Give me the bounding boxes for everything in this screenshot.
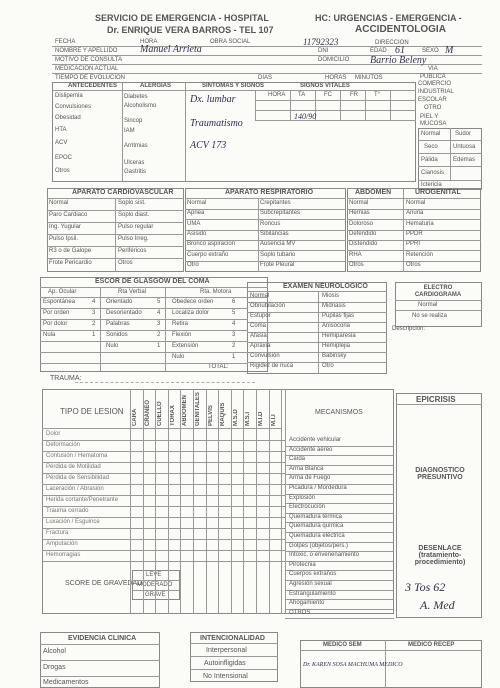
medico-sem: MEDICO SEM [323, 642, 362, 648]
lesion-row: Contusión / Hematoma [46, 453, 108, 459]
row-line [42, 517, 285, 518]
neuro-left: Rigidez de nuca [250, 363, 294, 369]
glasgow-motora-score: 6 [232, 299, 236, 305]
mecanismos-title: MECANISMOS [315, 409, 363, 416]
nombre-label: NOMBRE Y APELLIDO [55, 48, 118, 54]
neuro-right: Babinsky [322, 353, 347, 359]
row-line [42, 528, 285, 529]
glasgow-motora-score: 2 [232, 343, 236, 349]
piel-4: Pálida [421, 157, 438, 163]
lesion-row: Fractura [46, 530, 69, 536]
mecanismo-item: Estrangulamiento [289, 590, 336, 597]
abdomen-title: ABDOMEN [355, 189, 392, 196]
neuro-right: Hemiparesia [322, 333, 356, 339]
glasgow-title: ESCOR DE GLASGOW DEL COMA [95, 278, 210, 285]
neuro-left: Estupor [250, 313, 271, 319]
resp-item: Frote Pleural [260, 261, 295, 268]
ant-mid-3: IAM [124, 128, 135, 134]
epicrisis-title: EPICRISIS [416, 395, 456, 404]
glasgow-col-1: Rta Verbal [118, 289, 147, 295]
motivo-label: MOTIVO DE CONSULTA [55, 57, 123, 63]
resp-item: Normal [187, 200, 207, 206]
resp-item: Cuerpo extraño [187, 251, 229, 258]
resp-title: APARATO RESPIRATORIO [225, 189, 314, 196]
neuro-left: Normal [250, 293, 270, 299]
resp-item: Otro [187, 261, 199, 268]
cardio-item: Normal [49, 200, 69, 206]
hw-sexo: M [445, 45, 454, 56]
alergias-title: ALERGIAS [140, 83, 172, 89]
service-title: SERVICIO DE EMERGENCIA - HOSPITAL [95, 13, 269, 23]
glasgow-col-0: Ap. Ocular [48, 289, 77, 295]
neuro-left: Apraxia [250, 343, 271, 349]
row-line [47, 258, 184, 259]
sintomas-title: SINTOMAS Y SIGNOS [202, 83, 265, 89]
abdomen-item: Hernias [349, 210, 370, 217]
row-line [247, 322, 387, 323]
lesion-col: M.S.D [232, 409, 239, 426]
mecanismo-item: Caída [289, 456, 306, 463]
mecanismo-item: Arma Blanca [289, 465, 324, 472]
ant-mid-2: Sincop [124, 118, 143, 124]
col-line [143, 389, 144, 614]
lesion-row: Herida cortante/Penetrante [46, 497, 119, 503]
row-line [42, 506, 285, 507]
glasgow-ocular-score: 4 [92, 299, 96, 305]
obra-social-label: OBRA SOCIAL [210, 39, 251, 45]
trauma-label: TRAUMA: [50, 375, 82, 382]
gravedad-title: SCORE DE GRAVEDAD [65, 580, 143, 587]
ant-row-5: EPOC [55, 155, 73, 161]
row-line [42, 550, 285, 551]
ant-row-4: ACV [55, 140, 68, 146]
resp-item: Bronco aspiracion [187, 241, 236, 248]
grav-moderado: MODERADO [137, 582, 173, 588]
glasgow-motora-score: 5 [232, 310, 236, 316]
via-label: VIA [428, 66, 438, 72]
row-line [40, 330, 248, 331]
resp-item: Ausencia MV [260, 241, 296, 248]
resp-item: UMA [187, 220, 201, 227]
vital-hora: HORA [268, 92, 286, 98]
neuro-right: Pupilas fijas [322, 313, 355, 319]
cardio-item: Pulso regular [118, 224, 154, 230]
hw-sint3: ACV 173 [190, 140, 227, 151]
cardio-item: Soplo diast. [118, 212, 150, 218]
comercio-label: COMERCIO [418, 81, 451, 87]
cardio-item: Frote Pericardio [49, 260, 92, 266]
ant-mid-5: Ulceras [124, 160, 145, 166]
hw-name: Manuel Arrieta [140, 44, 202, 55]
row-line [47, 222, 184, 223]
lesion-row: Laceración / Abrasión [46, 486, 104, 492]
piel-1: Sudor [455, 131, 472, 137]
intenc-1: Autoinfligidas [204, 660, 246, 667]
abdomen-item: Otros [349, 261, 364, 268]
glasgow-ocular-score: 1 [92, 332, 96, 338]
glasgow-ocular: Nula [43, 332, 56, 338]
neuro-left: Convulsión [250, 353, 280, 359]
row-line [42, 462, 285, 463]
industria-label: INDUSTRIAL [418, 89, 454, 95]
hw-domicilio: Barrio Beleny [370, 55, 427, 66]
glasgow-verbal-score: 4 [157, 310, 161, 316]
intenc-2: No Intensional [203, 673, 248, 680]
fecha-label: FECHA [55, 39, 76, 45]
piel-5: Edemas [453, 157, 476, 163]
glasgow-verbal-score: 5 [157, 299, 161, 305]
ant-row-1: Convulsiones [55, 104, 92, 110]
resp-item: Sibilancias [260, 230, 289, 237]
row-line [40, 352, 248, 353]
cardio-item: Periféricos [118, 248, 147, 254]
uro-item: Normal [406, 200, 426, 206]
resp-item: Roncus [260, 220, 281, 227]
row-line [42, 484, 285, 485]
neuro-right: Miosis [322, 293, 340, 299]
ant-mid-0: Diabetes [124, 94, 148, 100]
ant-mid-1: Alcoholismo [124, 103, 157, 109]
evid-1: Drogas [43, 664, 66, 671]
hora-label: HORA [140, 39, 158, 45]
lesion-col: ABDOMEN [182, 395, 189, 426]
ant-mid-4: Arritmias [124, 143, 148, 149]
hc-title: HC: URGENCIAS - EMERGENCIA - [315, 13, 462, 23]
mecanismo-item: Arma de Fuego [289, 475, 331, 482]
glasgow-motora: Retira [172, 321, 189, 327]
glasgow-verbal: Palabras [106, 321, 130, 327]
cardio-item: Ing. Yugular [49, 224, 81, 230]
row-line [40, 363, 248, 364]
mecanismo-item: Picadura / Mordedura [289, 485, 347, 491]
row-line [285, 618, 394, 619]
tiempo-label: TIEMPO DE EVOLUCION [55, 75, 126, 81]
abdomen-item: RHA [349, 251, 362, 258]
otro-label: OTRO [424, 105, 442, 111]
row-line [42, 495, 285, 496]
abdomen-item: Doloroso [349, 220, 374, 227]
cardio-title: APARATO CARDIOVASCULAR [72, 189, 174, 196]
row-line [42, 451, 285, 452]
lesion-col: TORAX [169, 405, 176, 426]
row-line [42, 473, 285, 474]
lesion-col: GENITALES [195, 392, 201, 426]
glasgow-motora: Flexión [172, 332, 192, 338]
col-line [231, 389, 232, 614]
col-line [269, 389, 270, 614]
glasgow-verbal: Sonidos [106, 332, 128, 338]
evidencia-title: EVIDENCIA CLINICA [68, 635, 137, 642]
cardio-item: Soplo sist. [118, 200, 146, 206]
diag-title: DIAGNOSTICO PRESUNTIVO [415, 467, 465, 481]
cardio-item: R3 o de Galope [49, 248, 92, 254]
glasgow-motora-score: 4 [232, 321, 236, 327]
mecanismo-item: Electrocución [289, 504, 326, 511]
lesion-row: Luxación / Esguince [46, 519, 100, 525]
glasgow-motora: Obedece orden [172, 299, 214, 305]
col-line [193, 389, 194, 614]
piel-label: PIEL Y MUCOSA [420, 114, 447, 127]
ant-row-2: Obesidad [55, 115, 81, 121]
lesion-col: CUELLO [157, 401, 164, 426]
uro-item: Retención [406, 251, 434, 258]
publica-label: PUBLICA [420, 74, 446, 80]
mecanismo-item: Quemadura térmica [289, 513, 343, 520]
neuro-left: Obnubilación [250, 303, 286, 309]
piel-0: Normal [421, 131, 441, 137]
glasgow-verbal: Desorientado [106, 310, 142, 316]
direccion-label: DIRECCION [375, 40, 409, 46]
ant-mid-6: Gastritis [124, 169, 147, 175]
col-line [130, 389, 131, 614]
row-line [40, 341, 248, 342]
resp-item: Soplo tubario [260, 251, 296, 258]
hw-sint1: Dx. lumbar [190, 94, 236, 105]
resp-item: Apnea [187, 210, 205, 217]
mecanismo-item: Accidente aéreo [289, 446, 333, 453]
minutos-label: MINUTOS [355, 75, 383, 81]
electro-no: No se realiza [412, 313, 448, 319]
horas-label: HORAS [325, 75, 347, 81]
uro-title: UROGENITAL [415, 189, 461, 196]
director-title: Dr. ENRIQUE VERA BARROS - TEL 107 [107, 25, 274, 35]
evid-0: Alcohol [43, 648, 66, 655]
medicacion-label: MEDICACION ACTUAL [55, 66, 119, 72]
grav-leve: LEVE [146, 572, 162, 578]
dni-label: DNI [318, 48, 329, 54]
vital-t: T° [374, 92, 381, 98]
mecanismo-item: Quemadura eléctrica [289, 533, 345, 539]
hw-firma: Dr. KAREN SOSA MACHUMA MEDICO [303, 662, 403, 668]
intenc-title: INTENCIONALIDAD [200, 635, 265, 642]
lesion-row: Pérdida de Motilidad [46, 464, 101, 470]
abdomen-item: Normal [349, 200, 369, 206]
lesion-col: PELVIS [207, 405, 214, 426]
glasgow-motora: Extensión [172, 343, 199, 349]
neuro-left: Afasia [250, 333, 267, 339]
cardio-item: Paro Cardiaco [49, 212, 88, 218]
cardio-item: Pulso Ipsil. [49, 236, 79, 242]
lesion-title: TIPO DE LESION [60, 407, 124, 416]
uro-item: Anuria [406, 210, 424, 217]
dias-label: DIAS [258, 75, 273, 81]
lesion-row: Amputación [46, 541, 78, 547]
mecanismo-item: Cuerpos extraños [289, 571, 337, 578]
glasgow-ocular: Por orden [43, 310, 70, 316]
mecanismo-item: Accidente vehicular [289, 437, 342, 443]
lesion-row: Trauma cerrado [46, 508, 89, 514]
row-line [40, 308, 248, 309]
uro-item: PPRI [406, 241, 421, 248]
uro-item: PPDR [406, 230, 423, 237]
resp-item: Asisido [187, 230, 207, 237]
antecedentes-title: ANTECEDENTES [68, 83, 118, 89]
hw-dni: 11792323 [303, 37, 339, 47]
ant-row-3: HTA [55, 127, 67, 133]
mecanismo-item: Explosión [289, 494, 316, 501]
row-line [47, 246, 184, 247]
neuro-right: Hemiplejia [322, 343, 351, 349]
row-line [40, 319, 248, 320]
piel-3: Untuosa [453, 144, 476, 150]
electro-normal: Normal [418, 302, 438, 308]
dept-title: ACCIDENTOLOGIA [355, 24, 446, 35]
col-line [281, 389, 282, 614]
vital-fr: FR [350, 92, 358, 98]
abdomen-item: Defendido [349, 230, 377, 237]
hw-edad: 61 [395, 45, 405, 56]
edad-label: EDAD [370, 48, 387, 54]
glasgow-motora: Nulo [172, 354, 185, 360]
row-line [42, 440, 285, 441]
mecanismo-item: OTROS [289, 609, 311, 616]
col-line [256, 389, 257, 614]
lesion-col: M.I.D [258, 411, 264, 426]
row-line [247, 332, 387, 333]
vital-fc: FC [324, 92, 332, 98]
glasgow-verbal: Orientado [106, 299, 133, 305]
resp-item: Crepitantes [260, 200, 291, 206]
glasgow-verbal-score: 3 [157, 321, 161, 327]
piel-7: Ictericia [421, 182, 442, 188]
hw-diag2: A. Med [420, 598, 455, 612]
lesion-row: Dolor [46, 431, 61, 437]
lesion-row: Deformación [46, 442, 81, 448]
glasgow-total: TOTAL: [208, 364, 229, 370]
ant-row-0: Dislipemia [55, 93, 83, 99]
neuro-left: Coma [250, 323, 267, 329]
glasgow-motora-score: 3 [232, 332, 236, 338]
domicilio-label: DOMICILIO [318, 57, 350, 63]
lesion-row: Pérdida de Sensibilidad [46, 475, 110, 481]
row-line [47, 234, 184, 235]
medico-recep: MEDICO RECEP [408, 642, 455, 648]
row-line [47, 210, 184, 211]
glasgow-motora-score: 1 [232, 354, 236, 360]
col-line [206, 389, 207, 614]
evid-2: Medicamentos [43, 679, 89, 686]
row-line [42, 539, 285, 540]
resp-item: Subcrepitantes [260, 210, 301, 217]
neuro-title: EXAMEN NEUROLOGICO [283, 283, 368, 290]
row-line [42, 561, 285, 562]
mecanismo-item: Intoxic. o envenenamiento [289, 552, 360, 559]
cardio-item: Pulso Irreg. [118, 236, 149, 242]
mecanismo-item: Quemadura química [289, 523, 344, 530]
hw-diag1: 3 Tos 62 [405, 580, 446, 594]
glasgow-motora: Localiza dolor [172, 310, 210, 316]
escolar-label: ESCOLAR [418, 97, 447, 103]
lesion-col: M.S.I [245, 411, 252, 426]
glasgow-ocular-score: 3 [92, 310, 96, 316]
uro-item: Otros [406, 261, 421, 268]
piel-6: Cianosis [421, 170, 445, 176]
grav-grave: GRAVE [145, 592, 166, 598]
mecanismo-item: Golpes (objetos/pers.) [289, 542, 349, 549]
lesion-col: CRÁNEO [144, 399, 151, 426]
glasgow-ocular-score: 2 [92, 321, 96, 327]
electro-desc: Descripción: [392, 326, 426, 332]
hw-sint2: Traumatismo [190, 118, 243, 129]
desenlace-title: DESENLACE (tratamiento-procedimiento) [414, 545, 466, 566]
ant-row-6: Otros [55, 168, 70, 174]
hw-ta: 140/90 [294, 112, 317, 121]
glasgow-verbal: Nulo [106, 343, 119, 349]
lesion-col: RAQUIS [220, 402, 227, 426]
lesion-row: Hemorragias [46, 552, 81, 558]
piel-2: Seco [424, 144, 438, 150]
lesion-col: CARA [132, 408, 138, 426]
glasgow-verbal-score: 2 [157, 332, 161, 338]
abdomen-item: Distendido [349, 241, 378, 248]
glasgow-ocular: Por dolor [43, 321, 68, 327]
mecanismo-item: Pirotecnia [289, 561, 316, 568]
intenc-0: Interpersonal [206, 647, 247, 654]
uro-item: Hematuria [406, 220, 434, 227]
glasgow-ocular: Espontánea [43, 299, 76, 305]
glasgow-verbal-score: 1 [157, 343, 161, 349]
mecanismo-item: Ahogamiento [289, 600, 325, 607]
neuro-right: Anisocoria [322, 323, 351, 329]
sexo-label: SEXO [422, 48, 439, 54]
cardio-item: Otros [118, 260, 133, 266]
mecanismo-item: Agresión sexual [289, 581, 332, 587]
glasgow-col-2: Rta. Motora [200, 289, 232, 295]
col-line [168, 389, 169, 614]
electro-title: ELECTRO CARDIOGRAMA [414, 285, 462, 298]
vital-ta: TA [298, 92, 306, 98]
signos-title: SIGNOS VITALES [300, 83, 350, 89]
lesion-col: M.I.I [270, 414, 277, 426]
neuro-right: Midriasis [322, 303, 346, 309]
neuro-right: Otro [322, 363, 334, 369]
